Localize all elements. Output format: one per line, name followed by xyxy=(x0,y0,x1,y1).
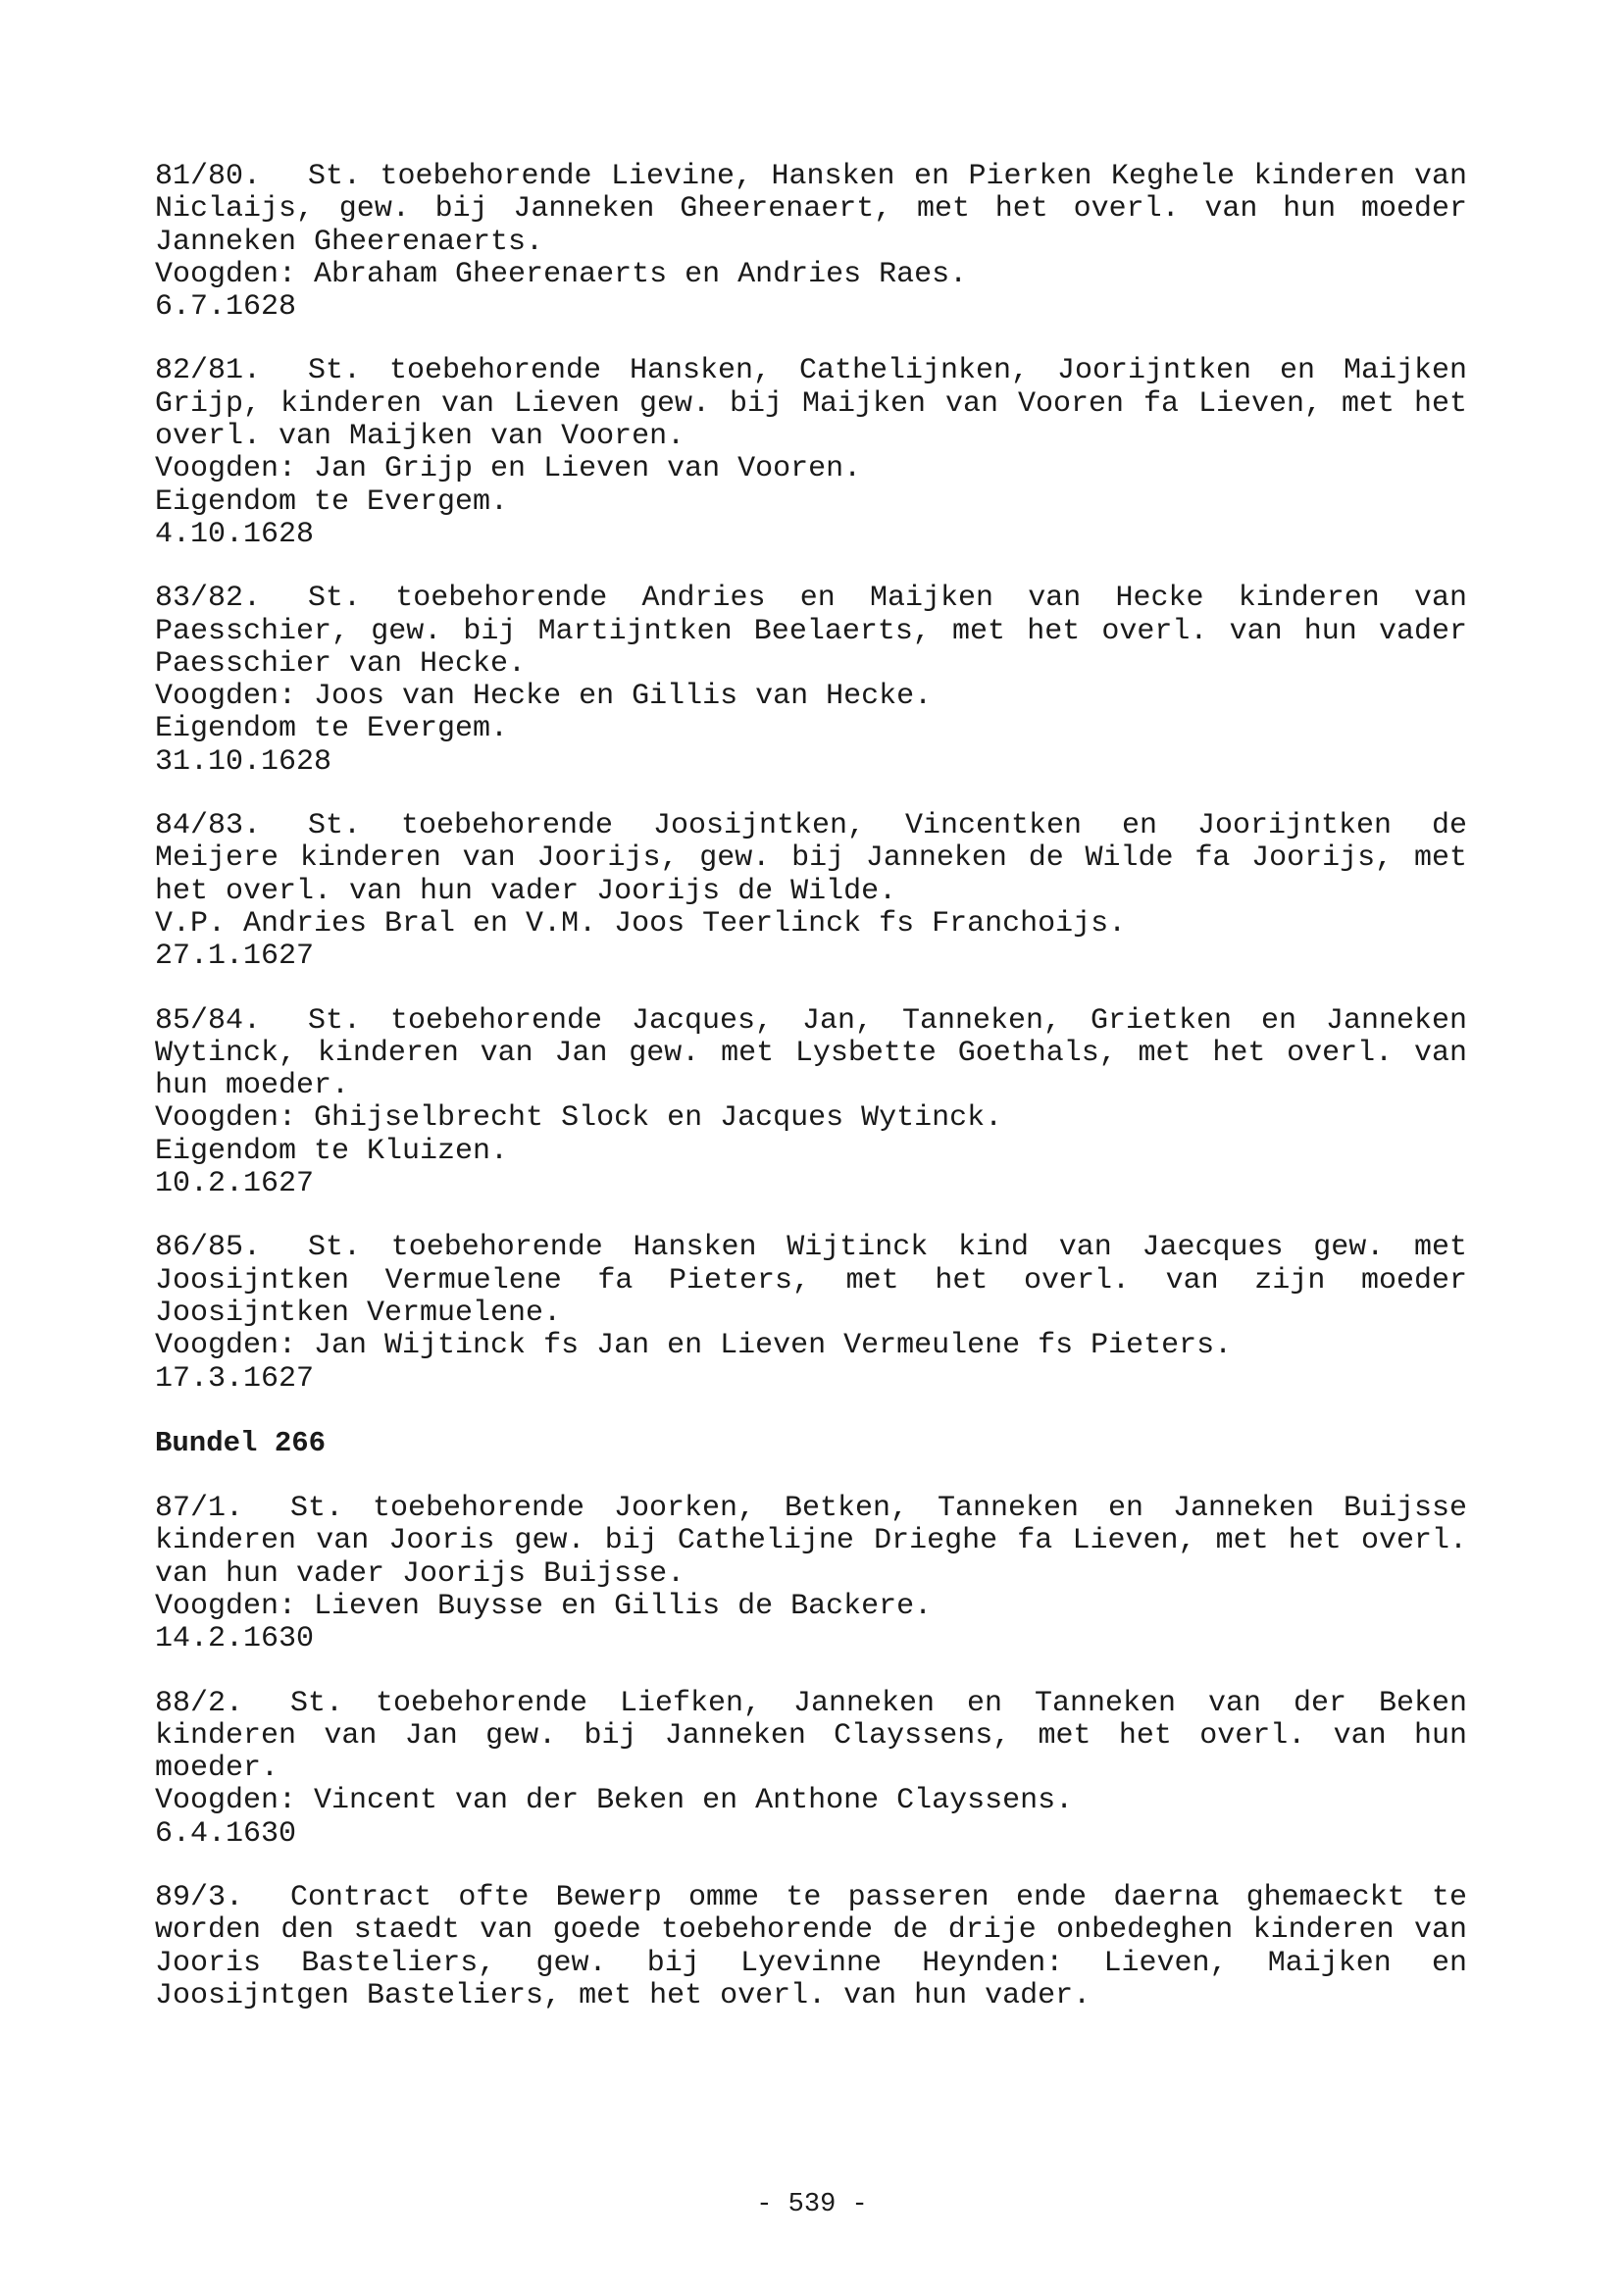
record-entry xyxy=(155,583,1467,779)
entry-date: 17.3.1627 xyxy=(155,1361,315,1396)
entry-text: St. toebehorende Jacques, Jan, Tanneken, Grietken en Janneken Wytinck, kinderen van Jan gew. met Lysbette Goethals, met het overl. van hun moeder. xyxy=(155,1003,1467,1103)
entry-date: 14.2.1630 xyxy=(155,1622,315,1656)
entry-number: 81/80. xyxy=(155,160,262,193)
guardians-line: Voogden: Vincent van der Beken en Anthone Clayssens. xyxy=(155,1784,1074,1818)
entry-description xyxy=(155,1882,1467,2012)
guardians-line: Voogden: Lieven Buysse en Gillis de Backere. xyxy=(155,1589,933,1623)
entry-text: St. toebehorende Liefken, Janneken en Tanneken van der Beken kinderen van Jan gew. bij Janneken Clayssens, met het overl. van hun moeder. xyxy=(155,1686,1467,1786)
entry-description xyxy=(155,161,1467,259)
property-line: Eigendom te Evergem. xyxy=(155,712,509,746)
entry-number: 89/3. xyxy=(155,1881,244,1915)
property-line: Eigendom te Kluizen. xyxy=(155,1134,509,1168)
entry-date: 31.10.1628 xyxy=(155,744,332,779)
record-entry xyxy=(155,161,1467,324)
entry-date: 6.4.1630 xyxy=(155,1816,297,1851)
record-entry xyxy=(155,1688,1467,1851)
record-entry xyxy=(155,355,1467,551)
entry-description xyxy=(155,355,1467,453)
record-entry xyxy=(155,1005,1467,1201)
guardians-line: Voogden: Jan Grijp en Lieven van Vooren. xyxy=(155,452,862,486)
entry-text: Contract ofte Bewerp omme te passeren ende daerna ghemaeckt te worden den staedt van goede toebehorende de drije onbedeghen kinderen van Jooris Basteliers, gew. bij Lyevinne Heynden: Lieven, Maijken en Joosijntgen Basteliers, met het overl. van hun vader. xyxy=(155,1881,1467,2012)
entry-description xyxy=(155,1688,1467,1786)
entry-number: 87/1. xyxy=(155,1492,244,1526)
entry-description xyxy=(155,583,1467,681)
property-line: Eigendom te Evergem. xyxy=(155,484,509,519)
entry-text: St. toebehorende Joosijntken, Vincentken en Joorijntken de Meijere kinderen van Joorijs, gew. bij Janneken de Wilde fa Joorijs, met het overl. van hun vader Joorijs de Wilde. xyxy=(155,809,1467,908)
guardians-line: Voogden: Ghijselbrecht Slock en Jacques Wytinck. xyxy=(155,1101,1003,1136)
guardians-line: Voogden: Abraham Gheerenaerts en Andries Raes. xyxy=(155,257,968,291)
entry-text: St. toebehorende Joorken, Betken, Tanneken en Janneken Buijsse kinderen van Jooris gew. bij Cathelijne Drieghe fa Lieven, met het overl. van hun vader Joorijs Buijsse. xyxy=(155,1492,1467,1591)
entry-number: 84/83. xyxy=(155,809,262,843)
entry-description xyxy=(155,1005,1467,1103)
entry-date: 6.7.1628 xyxy=(155,290,297,325)
guardians-line: V.P. Andries Bral en V.M. Joos Teerlinck fs Franchoijs. xyxy=(155,906,1127,941)
entry-text: St. toebehorende Lievine, Hansken en Pierken Keghele kinderen van Niclaijs, gew. bij Janneken Gheerenaert, met het overl. van hun moeder Janneken Gheerenaerts. xyxy=(155,160,1467,259)
entry-date: 27.1.1627 xyxy=(155,940,315,974)
entry-date: 4.10.1628 xyxy=(155,517,315,551)
page-number: - 539 - xyxy=(756,2190,868,2219)
entry-text: St. toebehorende Andries en Maijken van Hecke kinderen van Paesschier, gew. bij Martijntken Beelaerts, met het overl. van hun vader Paesschier van Hecke. xyxy=(155,582,1467,681)
entry-number: 88/2. xyxy=(155,1686,244,1720)
entry-description xyxy=(155,1493,1467,1591)
entry-description xyxy=(155,1232,1467,1330)
document-body xyxy=(155,161,1467,2044)
record-entry xyxy=(155,810,1467,973)
entry-number: 82/81. xyxy=(155,354,262,388)
entry-description xyxy=(155,810,1467,908)
guardians-line: Voogden: Joos van Hecke en Gillis van Hecke. xyxy=(155,680,933,714)
record-entry xyxy=(155,1882,1467,2012)
entry-number: 85/84. xyxy=(155,1003,262,1038)
entry-number: 83/82. xyxy=(155,582,262,616)
record-entry xyxy=(155,1232,1467,1395)
entry-number: 86/85. xyxy=(155,1231,262,1265)
guardians-line: Voogden: Jan Wijtinck fs Jan en Lieven Vermeulene fs Pieters. xyxy=(155,1329,1233,1363)
record-entry xyxy=(155,1493,1467,1655)
entry-text: St. toebehorende Hansken, Cathelijnken, Joorijntken en Maijken Grijp, kinderen van Lieven gew. bij Maijken van Vooren fa Lieven, met het overl. van Maijken van Vooren. xyxy=(155,354,1467,454)
entry-date: 10.2.1627 xyxy=(155,1167,315,1201)
entry-text: St. toebehorende Hansken Wijtinck kind van Jaecques gew. met Joosijntken Vermuelene fa Pieters, met het overl. van zijn moeder Joosijntken Vermuelene. xyxy=(155,1231,1467,1330)
section-heading: Bundel 266 xyxy=(155,1426,327,1459)
